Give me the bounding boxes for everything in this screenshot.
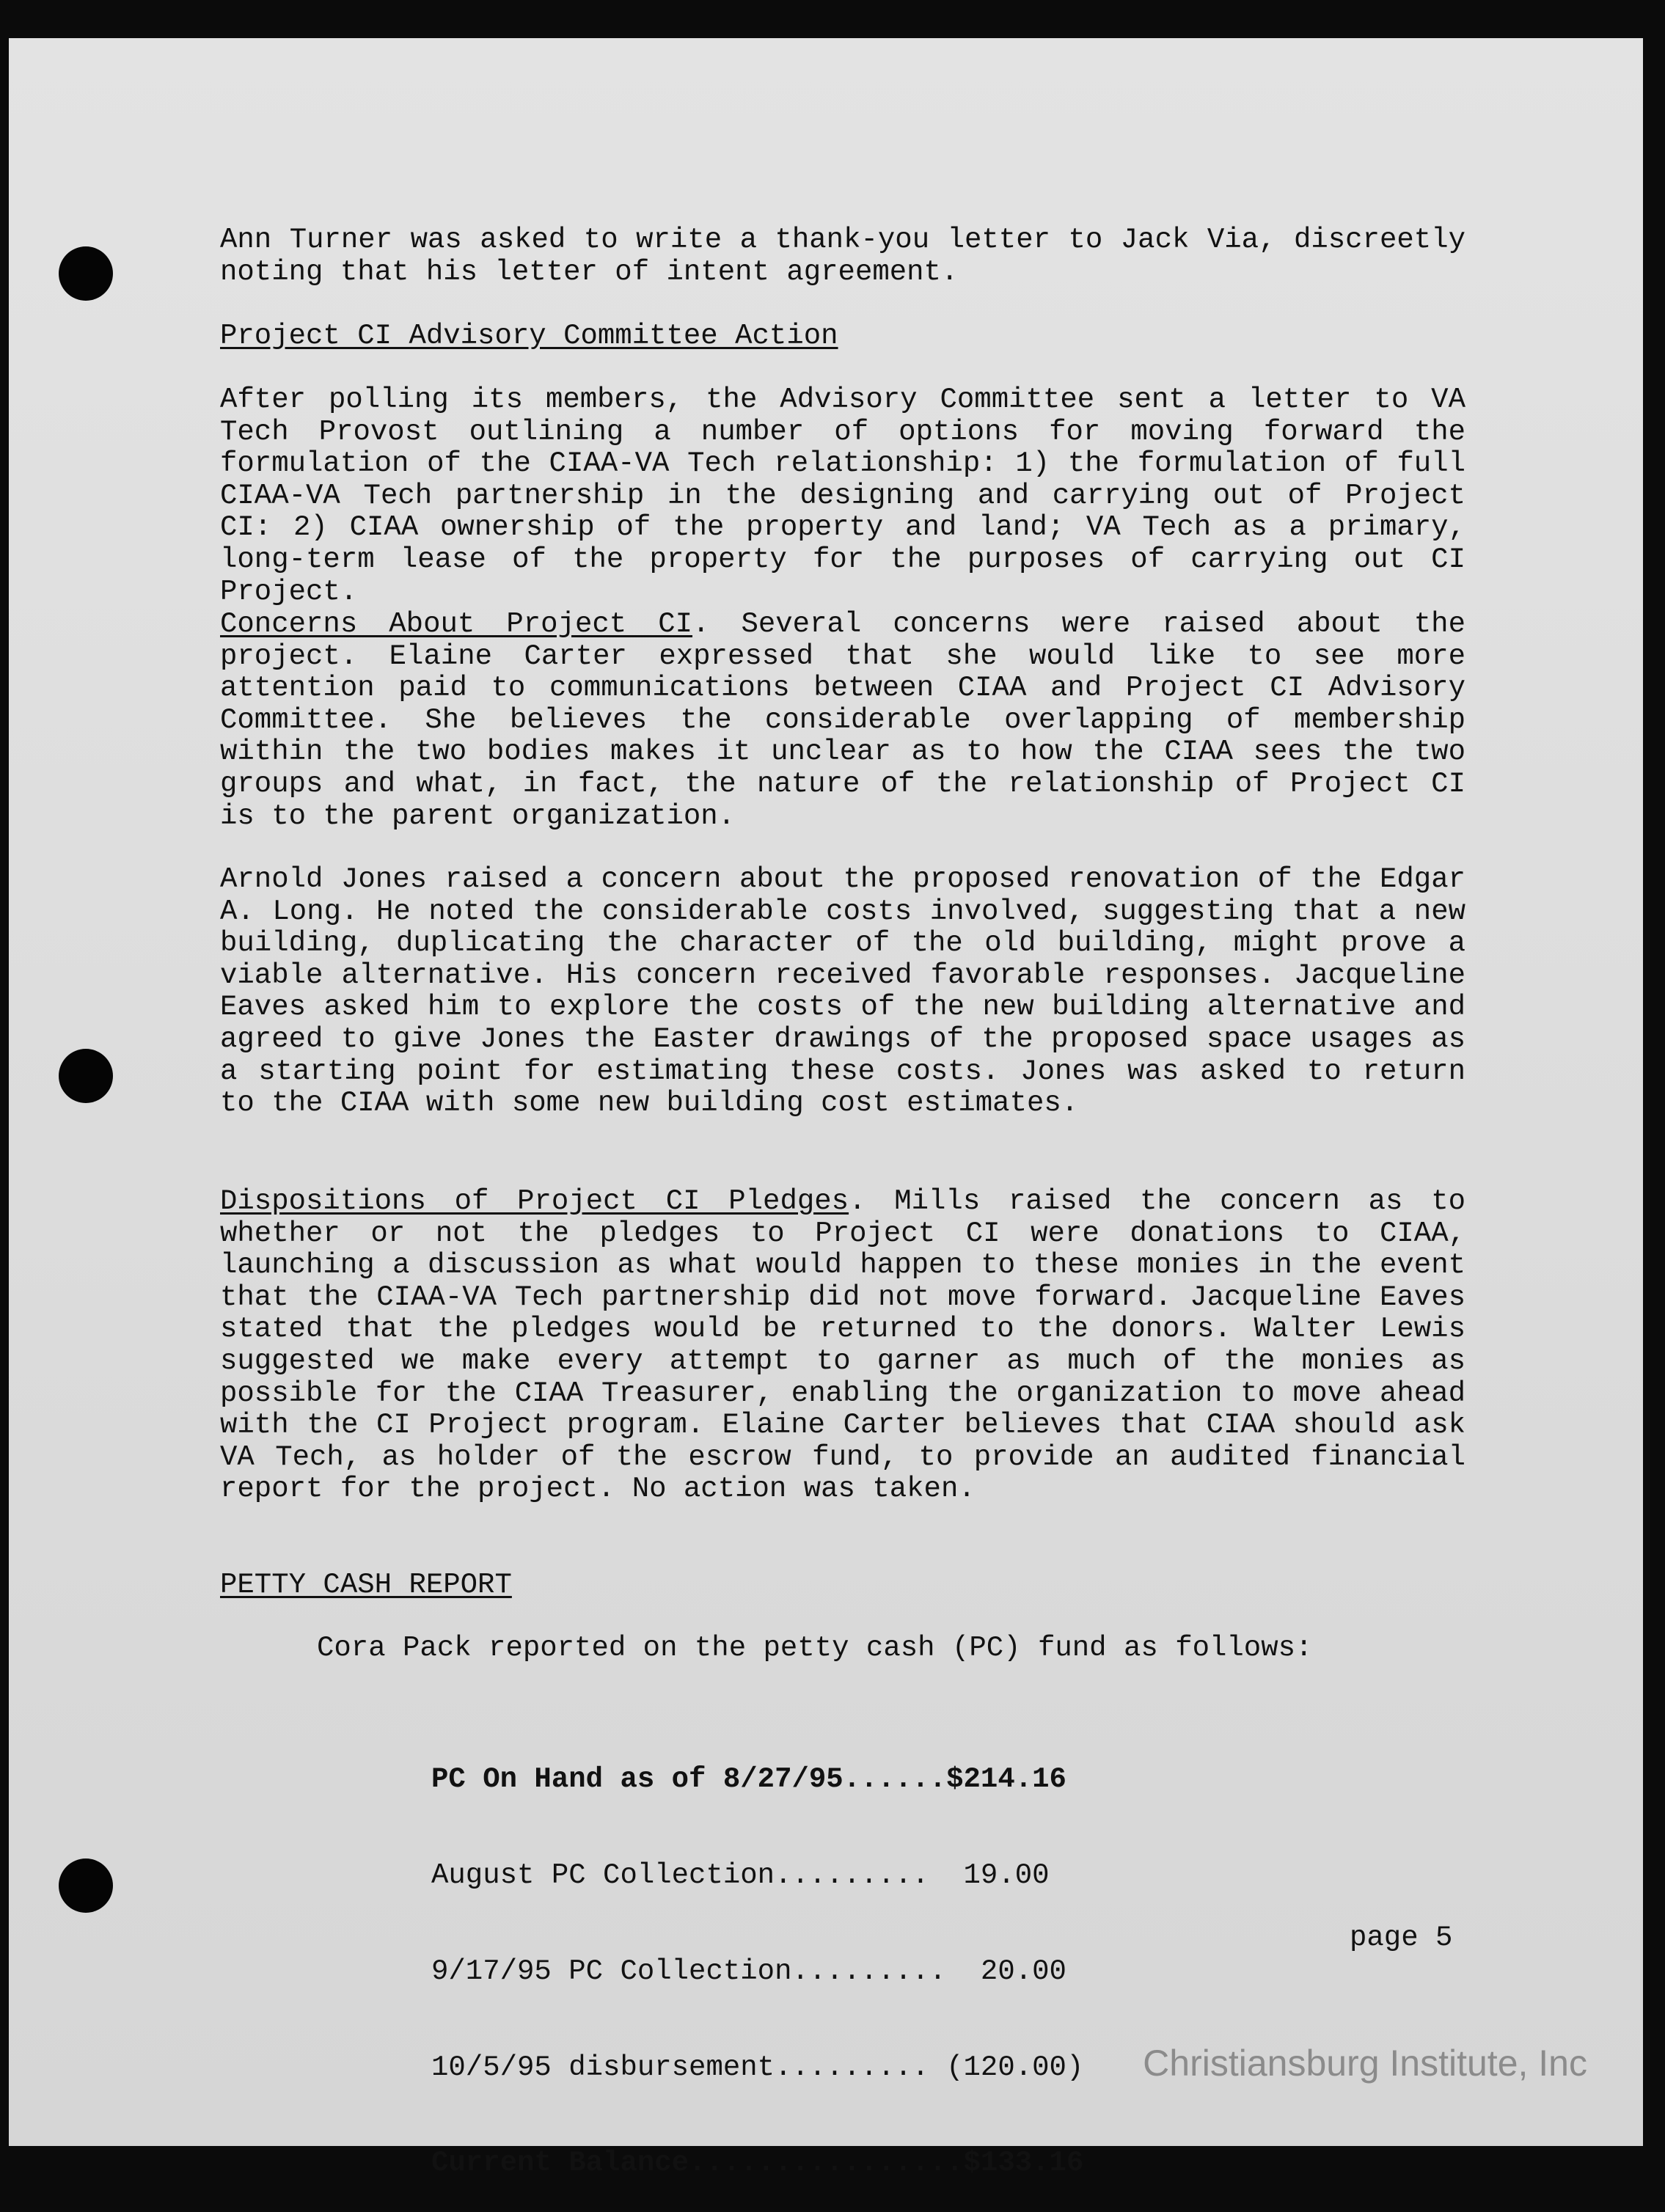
page-number: page 5: [1350, 1922, 1453, 1954]
watermark: Christiansburg Institute, Inc: [1143, 2043, 1587, 2084]
heading-advisory-committee: Project CI Advisory Committee Action: [220, 320, 838, 352]
heading-concerns: Concerns About Project CI: [220, 608, 693, 640]
binder-hole: [59, 246, 113, 301]
ledger-line: PC On Hand as of 8/27/95......$214.16: [431, 1763, 1066, 1796]
paragraph-thank-you: Ann Turner was asked to write a thank-you letter to Jack Via, discreetly noting that his letter of intent agreement.: [220, 224, 1465, 288]
heading-dispositions: Dispositions of Project CI Pledges: [220, 1185, 849, 1217]
ledger-line: 10/5/95 disbursement......... (120.00): [431, 2051, 1084, 2084]
ledger-line: August PC Collection......... 19.00: [431, 1858, 1050, 1891]
paragraph-renovation: Arnold Jones raised a concern about the proposed renovation of the Edgar A. Long. He noted the considerable costs involved, suggesting that a new building, duplicating the character of the old building, might prove a viable alternative. His concern received favorable responses. Jacqueline Eaves asked him to explore the costs of the new building alternative and agreed to give Jones the Easter drawings of the proposed space usages as a starting point for estimating these costs. Jones was asked to return to the CIAA with some new building cost estimates.: [220, 863, 1465, 1120]
binder-hole: [59, 1049, 113, 1103]
ledger-line: Current Balance................$133.16: [431, 2147, 1084, 2180]
paragraph-dispositions: [220, 1186, 1465, 1506]
paragraph-advisory-action: After polling its members, the Advisory Committee sent a letter to VA Tech Provost outlining a number of options for moving forward the formulation of the CIAA-VA Tech relationship: 1) the formulation of full CIAA-VA Tech partnership in the designing and carrying out of Project CI: 2) CIAA ownership of the property and land; VA Tech as a primary, long-term lease of the property for the purposes of carrying out CI Project.: [220, 384, 1465, 608]
paragraph-concerns: [220, 609, 1465, 832]
petty-cash-ledger: [431, 1700, 1083, 2212]
binder-hole: [59, 1858, 113, 1913]
heading-petty-cash: PETTY CASH REPORT: [220, 1569, 512, 1601]
ledger-line: 9/17/95 PC Collection......... 20.00: [431, 1955, 1066, 1988]
dispositions-body: . Mills raised the concern as to whether or not the pledges to Project CI were donations to CIAA, launching a discussion as what would happen to these monies in the event that the CIAA-VA Tech partnership did not move forward. Jacqueline Eaves stated that the pledges would be returned to the donors. Walter Lewis suggested we make every attempt to garner as much of the monies as possible for the CIAA Treasurer, enabling the organization to move ahead with the CI Project program. Elaine Carter believes that CIAA should ask VA Tech, as holder of the escrow fund, to provide an audited financial report for the project. No action was taken.: [220, 1185, 1466, 1506]
petty-cash-intro: Cora Pack reported on the petty cash (PC) fund as follows:: [317, 1632, 1313, 1664]
concerns-body: . Several concerns were raised about the project. Elaine Carter expressed that she would like to see more attention paid to communications between CIAA and Project CI Advisory Committee. She believes the considerable overlapping of membership within the two bodies makes it unclear as to how the CIAA sees the two groups and what, in fact, the nature of the relationship of Project CI is to the parent organization.: [220, 608, 1465, 832]
